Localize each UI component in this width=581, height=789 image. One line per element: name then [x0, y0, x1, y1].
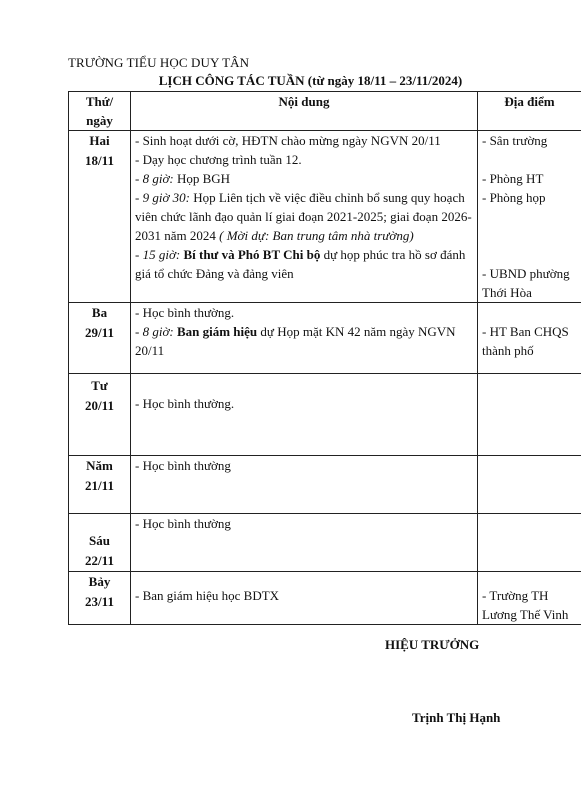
day-date: 18/11	[85, 153, 114, 168]
day-date: 23/11	[85, 594, 114, 609]
day-name: Tư	[91, 378, 108, 393]
header-content: Nội dung	[131, 92, 478, 131]
place-item: - HT Ban CHQS thành phố	[482, 324, 569, 358]
content-item	[135, 188, 473, 245]
table-row	[69, 131, 581, 303]
day-name: Hai	[89, 133, 110, 148]
day-cell	[69, 456, 131, 514]
place-item: - Trường TH Lương Thế Vinh	[482, 588, 569, 622]
content-cell	[131, 514, 478, 572]
day-date: 29/11	[85, 325, 114, 340]
place-cell	[478, 131, 581, 303]
content-item: - Ban giám hiệu học BDTX	[135, 588, 280, 603]
day-cell	[69, 514, 131, 572]
time-label: - 8 giờ:	[135, 171, 174, 186]
content-cell	[131, 303, 478, 374]
day-date: 21/11	[85, 478, 114, 493]
day-cell	[69, 572, 131, 625]
content-item	[135, 322, 473, 360]
header-day-line2: ngày	[86, 113, 113, 128]
day-name: Bảy	[88, 574, 111, 589]
day-cell	[69, 374, 131, 456]
content-bold: Bí thư và Phó BT Chi bộ	[180, 247, 321, 262]
content-text: Họp Liên tịch về việc điều chỉnh bổ sung quy hoạch viên chức lãnh đạo quản lí giai đoạn 2021-2025; giai đoạn 2026-2031 năm 2024	[135, 190, 472, 243]
place-item: - UBND phường Thới Hòa	[482, 266, 570, 300]
table-row	[69, 572, 581, 625]
content-text: dự Họp mặt KN 42 năm ngày NGVN 20/11	[135, 324, 456, 358]
content-item: - Sinh hoạt dưới cờ, HĐTN chào mừng ngày NGVN 20/11	[135, 133, 441, 148]
place-spacer	[482, 207, 577, 264]
content-item	[135, 169, 473, 188]
content-text: dự họp phúc tra hồ sơ đánh giá tổ chức Đảng và đảng viên	[135, 247, 466, 281]
table-row	[69, 303, 581, 374]
day-cell	[69, 303, 131, 374]
time-label: - 9 giờ 30:	[135, 190, 190, 205]
table-row	[69, 514, 581, 572]
day-name: Ba	[91, 305, 108, 320]
content-item: - Học bình thường.	[135, 305, 235, 320]
place-cell	[478, 572, 581, 625]
content-cell	[131, 572, 478, 625]
content-item: - Học bình thường	[135, 458, 231, 473]
day-cell	[69, 131, 131, 303]
schedule-table	[68, 91, 581, 625]
content-text: Họp BGH	[173, 171, 231, 186]
signature-name: Trịnh Thị Hạnh	[412, 710, 501, 725]
place-spacer	[482, 150, 577, 169]
header-day	[69, 92, 131, 131]
day-date: 20/11	[85, 398, 114, 413]
document-title: LỊCH CÔNG TÁC TUẦN (từ ngày 18/11 – 23/11/2024)	[158, 73, 463, 88]
place-item: - Sân trường	[482, 133, 548, 148]
content-cell	[131, 374, 478, 456]
content-cell	[131, 131, 478, 303]
table-row	[69, 456, 581, 514]
table-header-row	[69, 92, 581, 131]
content-bold: Ban giám hiệu	[173, 324, 258, 339]
content-item: - Học bình thường	[135, 516, 231, 531]
header-place: Địa điểm	[478, 92, 581, 131]
table-row	[69, 374, 581, 456]
content-item	[135, 245, 473, 283]
content-item: - Dạy học chương trình tuần 12.	[135, 152, 302, 167]
place-cell	[478, 456, 581, 514]
place-spacer	[482, 303, 577, 322]
place-cell	[478, 374, 581, 456]
place-cell	[478, 303, 581, 374]
day-name: Năm	[86, 458, 113, 473]
school-name: TRƯỜNG TIỂU HỌC DUY TÂN	[68, 55, 250, 70]
time-label: - 8 giờ:	[135, 324, 174, 339]
place-item: - Phòng HT	[482, 171, 544, 186]
place-item: - Phòng họp	[482, 190, 546, 205]
header-day-line1: Thứ/	[85, 94, 114, 109]
content-item: - Học bình thường.	[135, 396, 235, 411]
signature-title: HIỆU TRƯỞNG	[385, 637, 480, 652]
place-cell	[478, 514, 581, 572]
time-label: - 15 giờ:	[135, 247, 181, 262]
day-date: 22/11	[85, 553, 114, 568]
content-cell	[131, 456, 478, 514]
day-name: Sáu	[89, 533, 110, 548]
content-note: ( Mời dự: Ban trung tâm nhà trường)	[219, 228, 414, 243]
